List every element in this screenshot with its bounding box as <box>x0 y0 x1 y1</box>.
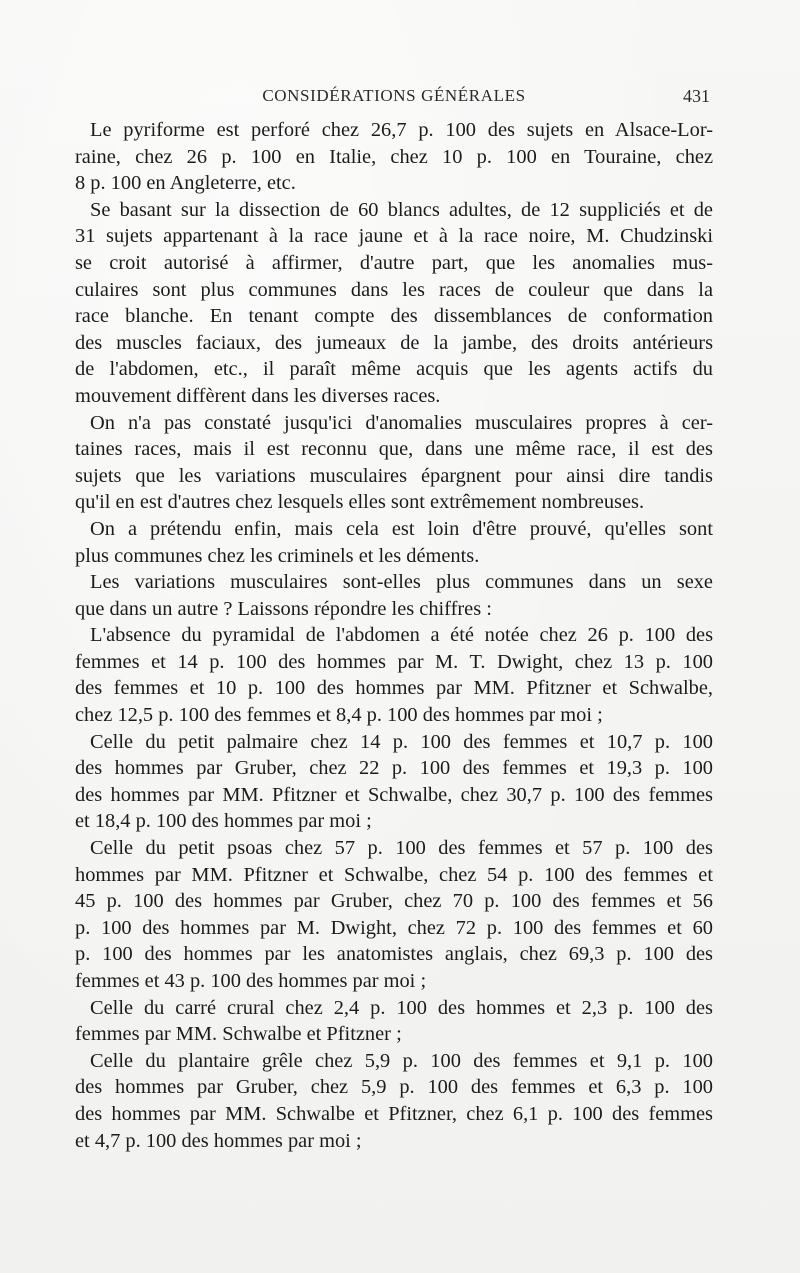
text-line: 31 sujets appartenant à la race jaune et à la race noire, M. Chudzinski <box>75 225 713 248</box>
text-line: femmes et 14 p. 100 des hommes par M. T. Dwight, chez 13 p. 100 <box>75 650 713 673</box>
text-line: des hommes par MM. Schwalbe et Pfitzner, chez 6,1 p. 100 des femmes <box>75 1102 713 1125</box>
text-line: 8 p. 100 en Angleterre, etc. <box>75 172 296 195</box>
text-line: des hommes par MM. Pfitzner et Schwalbe, chez 30,7 p. 100 des femmes <box>75 783 713 806</box>
text-line: Le pyriforme est perforé chez 26,7 p. 100 des sujets en Alsace-Lor- <box>90 119 713 141</box>
text-line: se croit autorisé à affirmer, d'autre part, que les anomalies mus- <box>75 251 713 274</box>
body-text <box>75 117 713 1154</box>
text-line: Celle du petit psoas chez 57 p. 100 des femmes et 57 p. 100 des <box>90 837 713 860</box>
page-number: 431 <box>683 86 710 106</box>
text-line: sujets que les variations musculaires épargnent pour ainsi dire tandis <box>75 464 713 487</box>
text-line: Celle du carré crural chez 2,4 p. 100 des hommes et 2,3 p. 100 des <box>90 996 713 1019</box>
text-line: et 4,7 p. 100 des hommes par moi ; <box>75 1129 362 1152</box>
text-line: des muscles faciaux, des jumeaux de la jambe, des droits antérieurs <box>75 331 713 354</box>
text-line: que dans un autre ? Laissons répondre les chiffres : <box>75 597 492 620</box>
text-line: des hommes par Gruber, chez 5,9 p. 100 des femmes et 6,3 p. 100 <box>75 1076 713 1099</box>
text-line: On n'a pas constaté jusqu'ici d'anomalies musculaires propres à cer- <box>90 411 713 434</box>
text-line: L'absence du pyramidal de l'abdomen a été notée chez 26 p. 100 des <box>90 624 713 647</box>
text-line: Celle du petit palmaire chez 14 p. 100 des femmes et 10,7 p. 100 <box>90 730 713 753</box>
running-head <box>78 86 710 110</box>
text-line: qu'il en est d'autres chez lesquels elles sont extrêmement nombreuses. <box>75 491 645 514</box>
running-title: CONSIDÉRATIONS GÉNÉRALES <box>262 86 526 105</box>
text-line: des femmes et 10 p. 100 des hommes par MM. Pfitzner et Schwalbe, <box>75 677 713 700</box>
text-line: culaires sont plus communes dans les races de couleur que dans la <box>75 278 713 301</box>
text-line: p. 100 des hommes par les anatomistes anglais, chez 69,3 p. 100 des <box>75 943 713 966</box>
text-line: taines races, mais il est reconnu que, dans une même race, il est des <box>75 438 713 461</box>
text-line: hommes par MM. Pfitzner et Schwalbe, chez 54 p. 100 des femmes et <box>75 863 713 886</box>
text-line: 45 p. 100 des hommes par Gruber, chez 70 p. 100 des femmes et 56 <box>75 890 713 913</box>
text-line: p. 100 des hommes par M. Dwight, chez 72 p. 100 des femmes et 60 <box>75 916 713 939</box>
text-line: race blanche. En tenant compte des dissemblances de conformation <box>75 305 713 328</box>
text-line: femmes par MM. Schwalbe et Pfitzner ; <box>75 1023 402 1046</box>
text-line: chez 12,5 p. 100 des femmes et 8,4 p. 100 des hommes par moi ; <box>75 704 603 727</box>
text-line: raine, chez 26 p. 100 en Italie, chez 10 p. 100 en Touraine, chez <box>75 145 713 168</box>
text-line: Celle du plantaire grêle chez 5,9 p. 100 des femmes et 9,1 p. 100 <box>90 1049 713 1072</box>
text-line: plus communes chez les criminels et les déments. <box>75 544 480 567</box>
text-line: et 18,4 p. 100 des hommes par moi ; <box>75 810 372 833</box>
text-line: Se basant sur la dissection de 60 blancs adultes, de 12 suppliciés et de <box>90 198 713 221</box>
text-line: On a prétendu enfin, mais cela est loin d'être prouvé, qu'elles sont <box>90 517 713 540</box>
text-line: mouvement diffèrent dans les diverses races. <box>75 384 441 407</box>
text-line: Les variations musculaires sont-elles plus communes dans un sexe <box>90 571 713 594</box>
text-line: femmes et 43 p. 100 des hommes par moi ; <box>75 970 427 992</box>
text-line: des hommes par Gruber, chez 22 p. 100 des femmes et 19,3 p. 100 <box>75 757 713 780</box>
text-line: de l'abdomen, etc., il paraît même acquis que les agents actifs du <box>75 358 713 381</box>
